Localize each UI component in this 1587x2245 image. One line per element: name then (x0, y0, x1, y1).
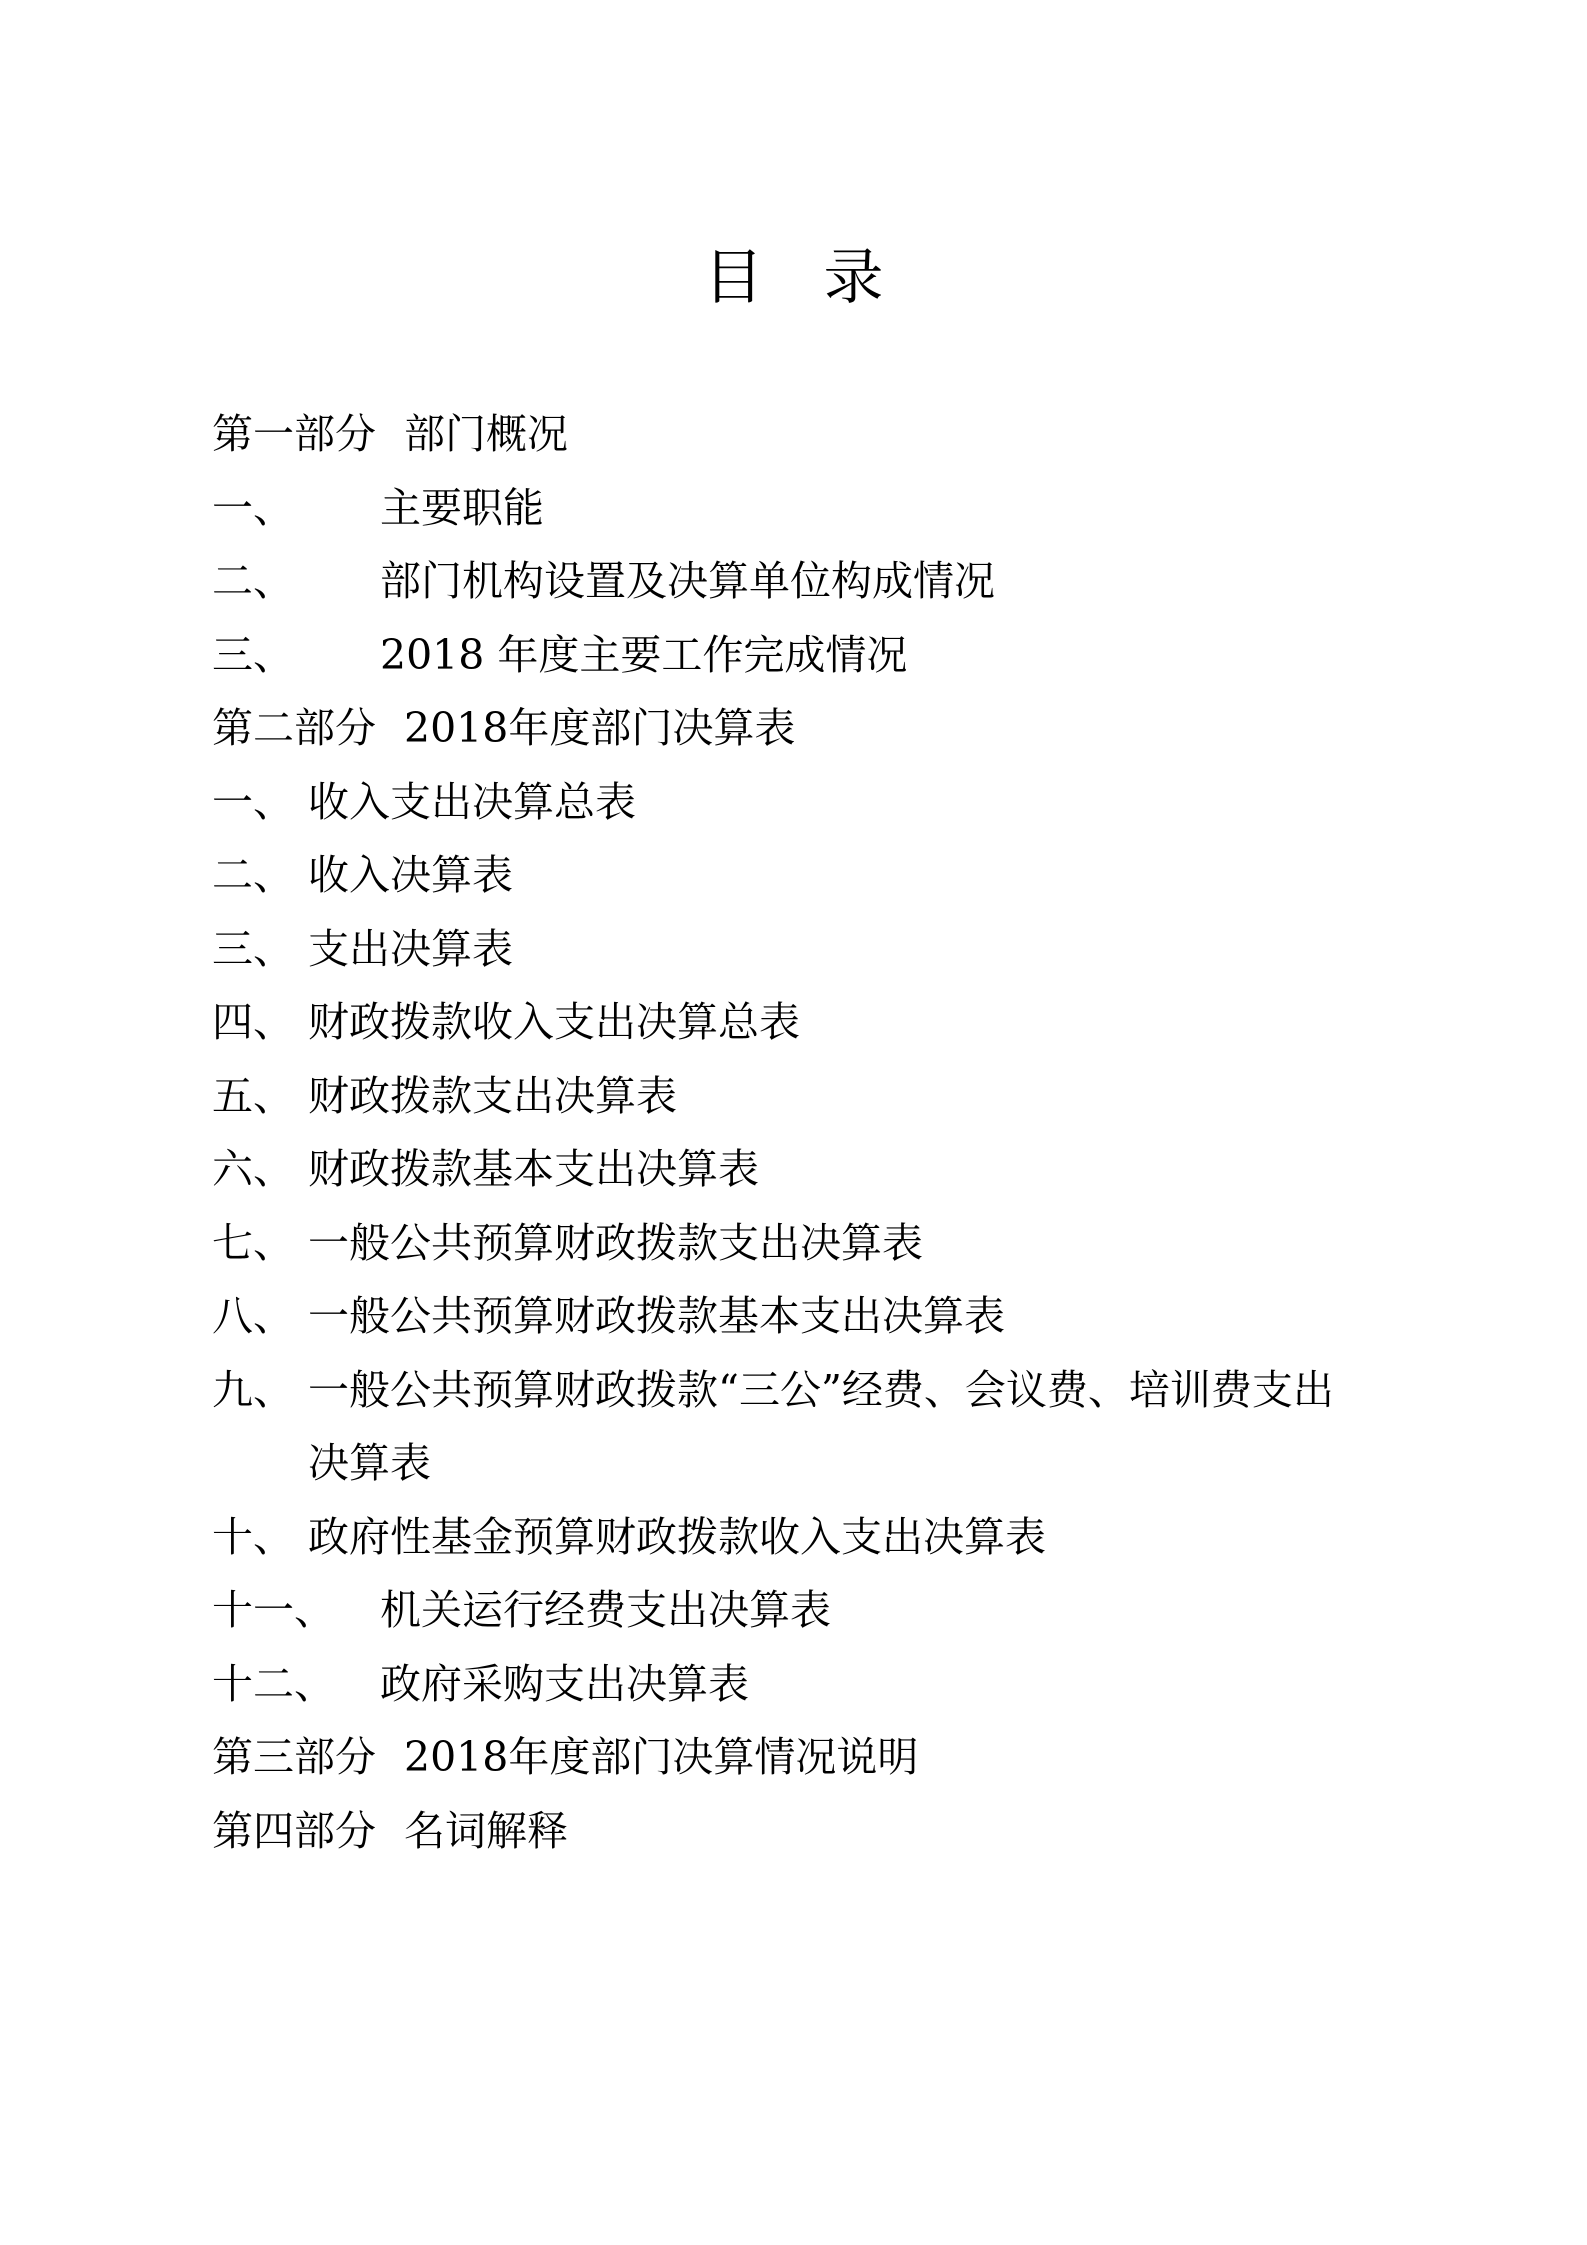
toc-number: 五、 (212, 1071, 294, 1120)
toc-number: 一、 (212, 483, 294, 532)
toc-number: 十一、 (212, 1586, 335, 1634)
toc-item[interactable] (212, 619, 1412, 693)
toc-part-2[interactable] (212, 692, 1412, 766)
toc-text-continuation: 决算表 (308, 1439, 431, 1487)
toc-text: 机关运行经费支出决算表 (380, 1586, 831, 1634)
toc-number: 四、 (212, 998, 294, 1046)
toc-number: 七、 (212, 1218, 294, 1267)
toc-number: 八、 (212, 1292, 294, 1340)
toc-text: 一般公共预算财政拨款基本支出决算表 (308, 1292, 1005, 1340)
toc-item[interactable] (212, 1354, 1412, 1501)
toc-text: 收入支出决算总表 (308, 777, 636, 826)
toc-text: 一般公共预算财政拨款“三公”经费、会议费、培训费支出 (308, 1365, 1334, 1414)
toc-item[interactable] (212, 986, 1412, 1060)
toc-number: 三、 (212, 924, 294, 973)
toc-text: 名词解释 (404, 1806, 568, 1855)
page-title (0, 238, 1587, 318)
toc-item[interactable] (212, 839, 1412, 913)
toc-item[interactable] (212, 1501, 1412, 1575)
toc-item[interactable] (212, 766, 1412, 840)
toc-text: 政府性基金预算财政拨款收入支出决算表 (308, 1512, 1046, 1561)
toc-part-3[interactable] (212, 1721, 1412, 1795)
toc-number: 十、 (212, 1512, 294, 1561)
toc-number: 六、 (212, 1145, 294, 1193)
toc-item[interactable] (212, 1060, 1412, 1134)
toc-item[interactable] (212, 1648, 1412, 1722)
toc-number: 第二部分 (212, 704, 376, 752)
toc-number: 一、 (212, 777, 294, 826)
title-char-2: 录 (823, 243, 884, 313)
toc-text: 财政拨款收入支出决算总表 (308, 998, 800, 1046)
toc-item[interactable] (212, 472, 1412, 546)
toc-part-1[interactable] (212, 398, 1412, 472)
toc-part-4[interactable] (212, 1795, 1412, 1869)
toc-number: 九、 (212, 1365, 294, 1414)
toc-number: 第三部分 (212, 1733, 376, 1781)
toc-text: 政府采购支出决算表 (380, 1659, 749, 1708)
toc-text: 收入决算表 (308, 851, 513, 899)
toc-number: 二、 (212, 851, 294, 899)
toc-text: 主要职能 (380, 483, 544, 532)
toc-text: 2018 年度主要工作完成情况 (380, 630, 908, 679)
toc-item[interactable] (212, 1574, 1412, 1648)
toc-number: 二、 (212, 557, 294, 605)
toc-number: 三、 (212, 630, 294, 679)
toc-text: 一般公共预算财政拨款支出决算表 (308, 1218, 923, 1267)
toc-text: 财政拨款支出决算表 (308, 1071, 677, 1120)
toc-text: 支出决算表 (308, 924, 513, 973)
toc-text: 2018年度部门决算表 (404, 704, 796, 752)
toc-item[interactable] (212, 1133, 1412, 1207)
toc-item[interactable] (212, 1207, 1412, 1281)
toc-text: 部门机构设置及决算单位构成情况 (380, 557, 995, 605)
toc-text: 部门概况 (404, 410, 568, 458)
toc-item[interactable] (212, 545, 1412, 619)
toc-number: 第四部分 (212, 1806, 376, 1855)
toc-text: 2018年度部门决算情况说明 (404, 1733, 919, 1781)
toc-number: 第一部分 (212, 410, 376, 458)
toc-item[interactable] (212, 1280, 1412, 1354)
toc-number: 十二、 (212, 1659, 335, 1708)
title-char-1: 目 (703, 243, 764, 313)
toc-item[interactable] (212, 913, 1412, 987)
table-of-contents (212, 398, 1412, 1868)
toc-text: 财政拨款基本支出决算表 (308, 1145, 759, 1193)
